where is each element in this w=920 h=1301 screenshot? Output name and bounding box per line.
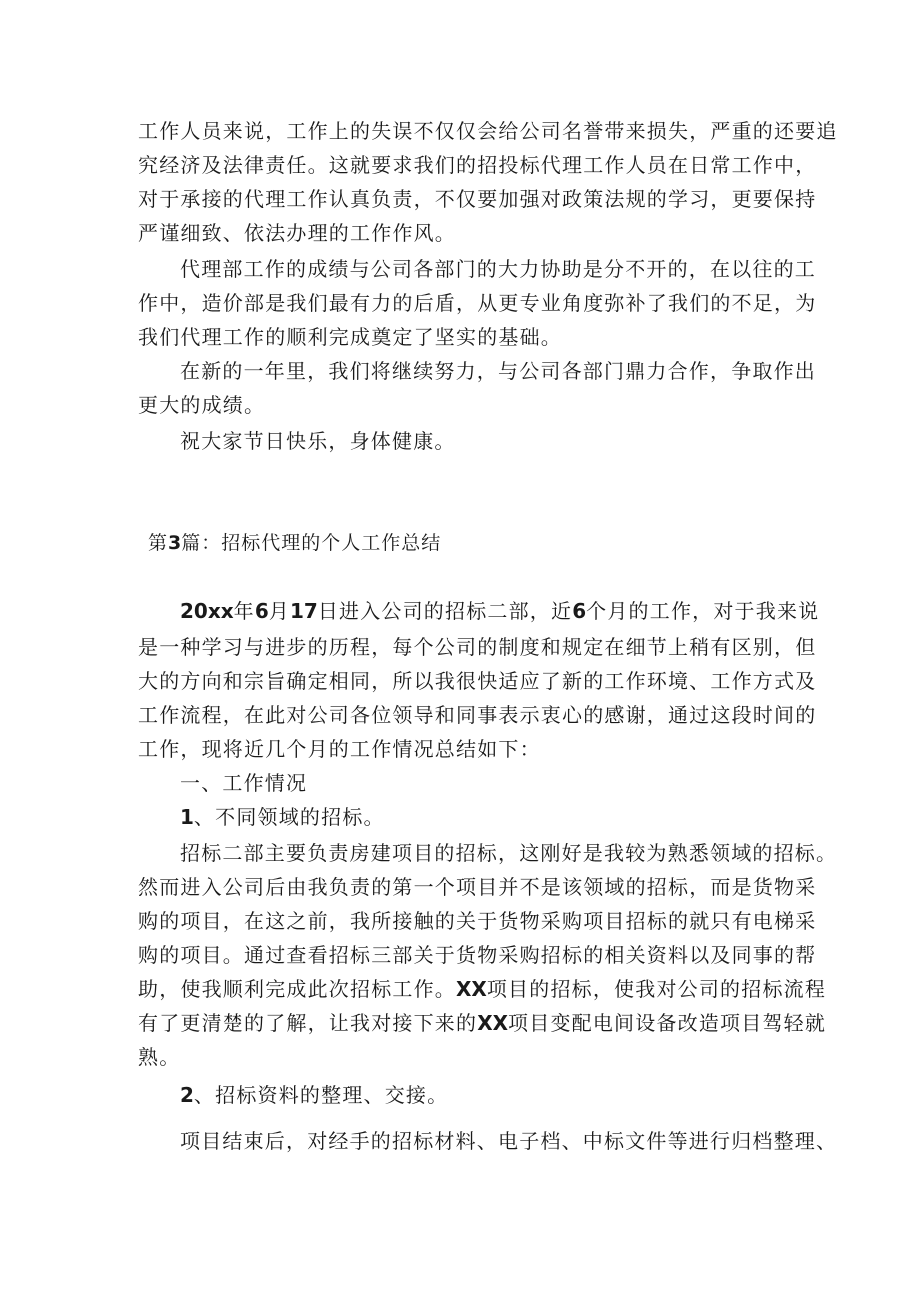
paragraph-line: 购的项目。通过查看招标三部关于货物采购招标的相关资料以及同事的帮 [138, 943, 817, 967]
paragraph-line: 对于承接的代理工作认真负责，不仅要加强对政策法规的学习，更要保持 [138, 187, 817, 211]
paragraph-line: 工作流程，在此对公司各位领导和同事表示衷心的感谢，通过这段时间的 [138, 703, 817, 727]
paragraph-line: 更大的成绩。 [138, 393, 266, 417]
paragraph-line: 作中，造价部是我们最有力的后盾，从更专业角度弥补了我们的不足，为 [138, 291, 817, 315]
article-number: 3 [168, 532, 182, 554]
paragraph-line: 代理部工作的成绩与公司各部门的大力协助是分不开的，在以往的工 [180, 257, 816, 281]
paragraph-line: 我们代理工作的顺利完成奠定了坚实的基础。 [138, 325, 562, 349]
paragraph-line: 助，使我顺利完成此次招标工作。XX项目的招标，使我对公司的招标流程 [138, 977, 827, 1001]
intro-first-line: 20xx年6月17日进入公司的招标二部，近6个月的工作，对于我来说 [180, 599, 820, 623]
paragraph-line: 工作人员来说，工作上的失误不仅仅会给公司名誉带来损失，严重的还要追 [138, 119, 838, 143]
paragraph-line: 究经济及法律责任。这就要求我们的招投标代理工作人员在日常工作中， [138, 153, 817, 177]
paragraph-line: 工作，现将近几个月的工作情况总结如下： [138, 737, 541, 761]
paragraph-line: 然而进入公司后由我负责的第一个项目并不是该领域的招标，而是货物采 [138, 875, 817, 899]
paragraph-line: 大的方向和宗旨确定相同，所以我很快适应了新的工作环境、工作方式及 [138, 669, 817, 693]
item-heading: 2、招标资料的整理、交接。 [180, 1083, 449, 1107]
paragraph-line: 项目结束后，对经手的招标材料、电子档、中标文件等进行归档整理、 [180, 1129, 838, 1153]
section-heading: 一、工作情况 [180, 771, 308, 795]
paragraph-line: 有了更清楚的了解，让我对接下来的XX项目变配电间设备改造项目驾轻就 [138, 1011, 827, 1035]
closing-line: 祝大家节日快乐，身体健康。 [180, 429, 456, 453]
paragraph-line: 招标二部主要负责房建项目的招标，这刚好是我较为熟悉领域的招标。 [180, 841, 838, 865]
article-title: 第3篇：招标代理的个人工作总结 [148, 532, 442, 554]
item-heading: 1、不同领域的招标。 [180, 805, 385, 829]
paragraph-line: 在新的一年里，我们将继续努力，与公司各部门鼎力合作，争取作出 [180, 359, 816, 383]
paragraph-line: 熟。 [138, 1045, 181, 1069]
paragraph-line: 严谨细致、依法办理的工作作风。 [138, 221, 456, 245]
paragraph-line: 是一种学习与进步的历程，每个公司的制度和规定在细节上稍有区别，但 [138, 635, 817, 659]
paragraph-line: 购的项目，在这之前，我所接触的关于货物采购项目招标的就只有电梯采 [138, 909, 817, 933]
